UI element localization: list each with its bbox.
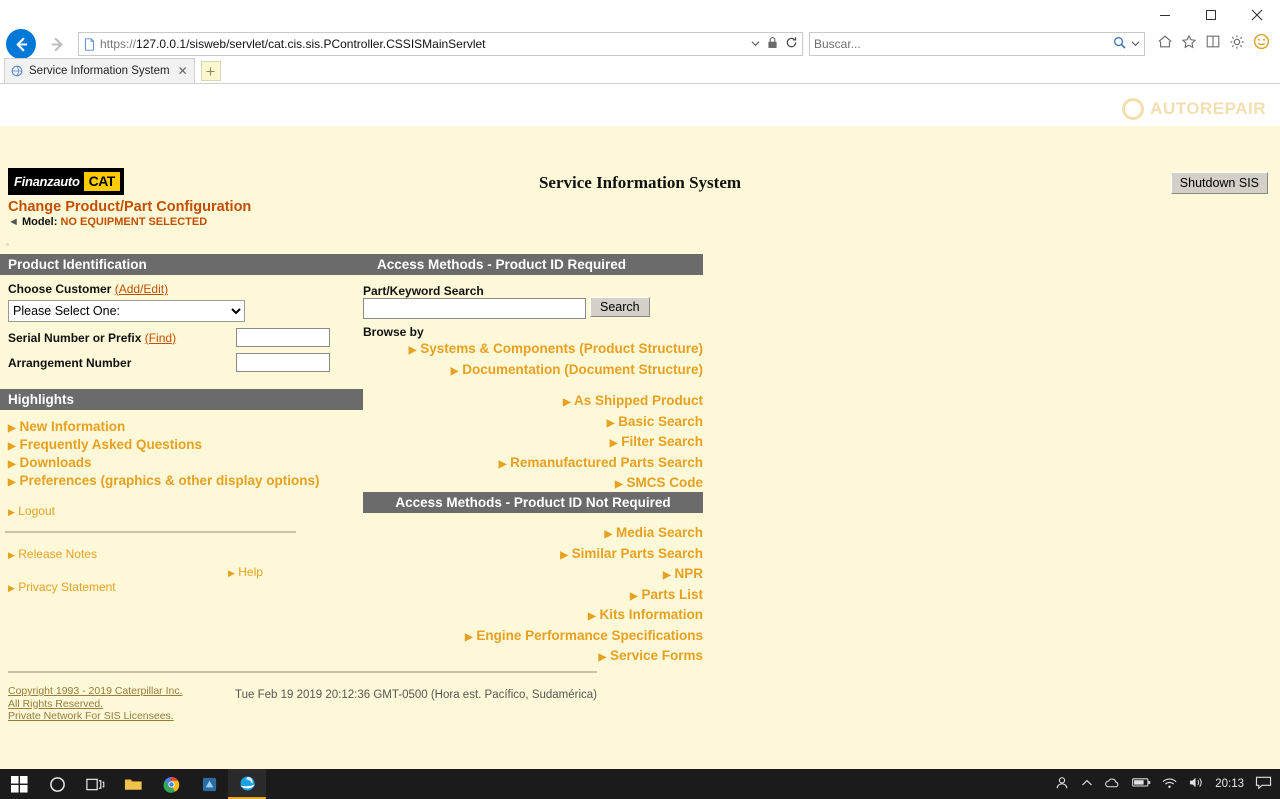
tab-strip — [0, 58, 1280, 84]
windows-taskbar — [0, 769, 1280, 799]
refresh-icon[interactable] — [785, 36, 798, 52]
access-not-required-method-links — [0, 524, 703, 668]
maximize-button[interactable] — [1188, 0, 1234, 30]
link-label: NPR — [674, 566, 703, 581]
network-icon[interactable] — [1162, 777, 1177, 792]
search-placeholder: Buscar... — [814, 37, 861, 51]
cat-logo: CAT — [84, 172, 120, 191]
link-label: Systems & Components (Product Structure) — [420, 341, 703, 356]
gear-icon[interactable] — [1229, 34, 1245, 55]
sis-page — [0, 84, 1280, 722]
page-title: Service Information System — [538, 173, 742, 192]
page-viewport — [0, 84, 1280, 781]
notification-icon[interactable] — [1255, 775, 1272, 793]
triangle-icon: ▶ — [598, 652, 607, 663]
triangle-icon: ▶ — [8, 441, 16, 452]
browser-search-box[interactable] — [809, 32, 1145, 56]
link-label: Documentation (Document Structure) — [462, 361, 703, 377]
forward-arrow-icon[interactable] — [42, 29, 72, 59]
link-basic-search[interactable] — [0, 413, 703, 434]
link-filter-search[interactable] — [0, 433, 703, 454]
top-section-bands — [0, 254, 703, 275]
minimize-button[interactable] — [1142, 0, 1188, 30]
copyright-line-3[interactable]: Private Network For SIS Licensees. — [8, 710, 174, 722]
link-documentation[interactable] — [0, 361, 703, 382]
autorepair-watermark — [1122, 98, 1266, 120]
triangle-icon: ▶ — [498, 458, 507, 470]
search-icon[interactable] — [1113, 36, 1126, 52]
taskbar-tray — [1054, 769, 1280, 799]
link-label: As Shipped Product — [573, 393, 703, 408]
home-icon[interactable] — [1157, 34, 1173, 54]
triangle-icon: ▶ — [8, 423, 16, 434]
browse-by-label: Browse by — [363, 325, 424, 339]
link-engine-performance-specifications[interactable] — [0, 627, 703, 648]
link-label: Frequently Asked Questions — [19, 437, 203, 452]
copyright-line-1[interactable]: Copyright 1993 - 2019 Caterpillar Inc. — [8, 685, 183, 697]
breadcrumb-arrow-icon: ◄ — [8, 216, 19, 228]
link-label: Filter Search — [621, 434, 703, 449]
watermark-circle-icon — [1122, 98, 1144, 120]
search-dropdown-icon[interactable] — [1126, 37, 1140, 51]
smiley-feedback-icon[interactable] — [1253, 33, 1270, 55]
tab-close-icon[interactable]: ✕ — [177, 64, 188, 78]
choose-customer-label: Choose Customer — [8, 282, 112, 296]
triangle-icon: ▶ — [8, 550, 15, 560]
model-label: Model: — [21, 216, 58, 228]
cloud-icon[interactable] — [1104, 777, 1121, 792]
internet-explorer-icon[interactable] — [228, 769, 266, 799]
triangle-icon: ▶ — [609, 438, 618, 449]
link-label: Similar Parts Search — [571, 545, 703, 561]
link-similar-parts-search[interactable] — [0, 545, 703, 566]
google-chrome-icon[interactable] — [152, 769, 190, 799]
triangle-icon: ▶ — [563, 397, 571, 408]
new-tab-button[interactable] — [201, 61, 221, 81]
browser-navigation-bar — [0, 30, 1280, 58]
address-bar[interactable] — [78, 32, 803, 56]
model-value: NO EQUIPMENT SELECTED — [60, 216, 208, 228]
tab-title: Service Information System — [29, 65, 170, 77]
start-windows-icon[interactable] — [0, 769, 38, 799]
finanzauto-wordmark: Finanzauto — [14, 174, 80, 189]
sis-header-bar — [0, 84, 1280, 126]
part-keyword-search-label: Part/Keyword Search — [363, 284, 484, 298]
back-arrow-icon[interactable] — [6, 29, 36, 59]
link-label: Release Notes — [18, 547, 97, 561]
band-highlights: Highlights — [0, 389, 363, 410]
battery-icon[interactable] — [1132, 777, 1151, 791]
access-required-method-links — [0, 392, 703, 495]
band-product-identification: Product Identification — [0, 254, 363, 275]
page-icon — [83, 38, 96, 51]
taskbar-items — [0, 769, 266, 799]
page-heading: Change Product/Part Configuration — [8, 199, 252, 215]
server-timestamp: Tue Feb 19 2019 20:12:36 GMT-0500 (Hora est. Pacífico, Sudamérica) — [235, 689, 598, 701]
link-label: Media Search — [615, 525, 703, 540]
link-as-shipped-product[interactable] — [0, 392, 703, 413]
chevron-down-icon[interactable] — [751, 37, 760, 51]
triangle-icon: ▶ — [588, 611, 596, 622]
task-view-icon[interactable] — [76, 769, 114, 799]
add-edit-customer-link[interactable]: (Add/Edit) — [114, 282, 169, 296]
link-label: Privacy Statement — [18, 580, 116, 594]
triangle-icon: ▶ — [630, 590, 638, 602]
copyright-block — [8, 685, 183, 723]
triangle-icon: ▶ — [604, 529, 613, 540]
triangle-icon: ▶ — [8, 507, 15, 517]
volume-icon[interactable] — [1188, 776, 1204, 792]
cortana-search-icon[interactable] — [38, 769, 76, 799]
tab-service-information-system[interactable] — [4, 58, 195, 83]
triangle-icon: ▶ — [228, 568, 235, 578]
footer-divider — [8, 671, 597, 673]
address-rest: 127.0.0.1/sisweb/servlet/cat.cis.sis.PController.CSSISMainServlet — [136, 37, 486, 51]
browser-toolbar-icons — [1151, 33, 1274, 55]
favorites-star-icon[interactable] — [1181, 34, 1197, 54]
link-label: SMCS Code — [626, 475, 703, 490]
link-media-search[interactable] — [0, 524, 703, 545]
shutdown-sis-button[interactable]: Shutdown SIS — [1171, 172, 1268, 194]
browse-by-links — [0, 340, 703, 381]
triangle-icon: ▶ — [8, 459, 16, 470]
triangle-icon: ▶ — [408, 345, 417, 356]
link-label: Basic Search — [618, 413, 703, 429]
tab-favicon-icon — [11, 65, 23, 77]
address-scheme: https:// — [100, 37, 137, 51]
arrangement-number-label: Arrangement Number — [8, 355, 132, 370]
link-label: Remanufactured Parts Search — [510, 454, 703, 470]
link-logout[interactable] — [8, 504, 368, 518]
chevron-up-icon[interactable] — [1081, 778, 1093, 791]
file-explorer-icon[interactable] — [114, 769, 152, 799]
link-label: Engine Performance Specifications — [476, 627, 703, 643]
link-service-forms[interactable] — [0, 647, 703, 668]
link-label: Parts List — [641, 586, 703, 602]
find-serial-link[interactable]: (Find) — [144, 330, 177, 345]
link-label: Service Forms — [609, 648, 703, 663]
triangle-icon: ▶ — [450, 365, 459, 377]
watermark-text: AUTOREPAIR — [1150, 99, 1266, 118]
lock-icon — [767, 36, 778, 52]
triangle-icon: ▶ — [560, 549, 568, 561]
link-label: Help — [238, 565, 263, 579]
link-systems-and-components[interactable] — [0, 340, 703, 361]
reading-list-icon[interactable] — [1205, 34, 1221, 54]
model-breadcrumb — [8, 216, 207, 228]
link-kits-information[interactable] — [0, 606, 703, 627]
triangle-icon: ▶ — [464, 631, 473, 643]
triangle-icon: ▶ — [8, 477, 16, 488]
triangle-icon: ▶ — [615, 479, 623, 490]
customer-select[interactable] — [8, 300, 245, 322]
serial-number-label-text: Serial Number or Prefix — [8, 330, 142, 345]
person-icon[interactable] — [1054, 776, 1070, 793]
unknown-app-icon[interactable] — [190, 769, 228, 799]
copyright-line-2[interactable]: All Rights Reserved. — [8, 697, 104, 710]
band-access-methods-required: Access Methods - Product ID Required — [363, 254, 703, 275]
link-npr[interactable] — [0, 565, 703, 586]
band-access-methods-not-required: Access Methods - Product ID Not Required — [363, 492, 703, 513]
layout-marker: ▫ — [6, 240, 9, 249]
taskbar-clock[interactable]: 20:13 — [1215, 777, 1244, 790]
close-button[interactable] — [1234, 0, 1280, 30]
link-label: Preferences (graphics & other display options) — [19, 473, 320, 488]
link-label: New Information — [19, 419, 126, 434]
link-label: Logout — [18, 504, 55, 518]
part-keyword-search-input[interactable] — [363, 298, 586, 319]
triangle-icon: ▶ — [663, 570, 671, 581]
choose-customer-row — [8, 282, 358, 296]
link-label: Kits Information — [599, 607, 703, 622]
search-button[interactable]: Search — [590, 297, 650, 317]
address-bar-controls — [745, 36, 798, 52]
link-parts-list[interactable] — [0, 586, 703, 607]
triangle-icon: ▶ — [8, 583, 15, 593]
link-label: Downloads — [19, 455, 92, 470]
window-titlebar — [0, 0, 1280, 30]
address-text — [100, 37, 745, 51]
triangle-icon: ▶ — [606, 417, 615, 429]
link-remanufactured-parts-search[interactable] — [0, 454, 703, 475]
